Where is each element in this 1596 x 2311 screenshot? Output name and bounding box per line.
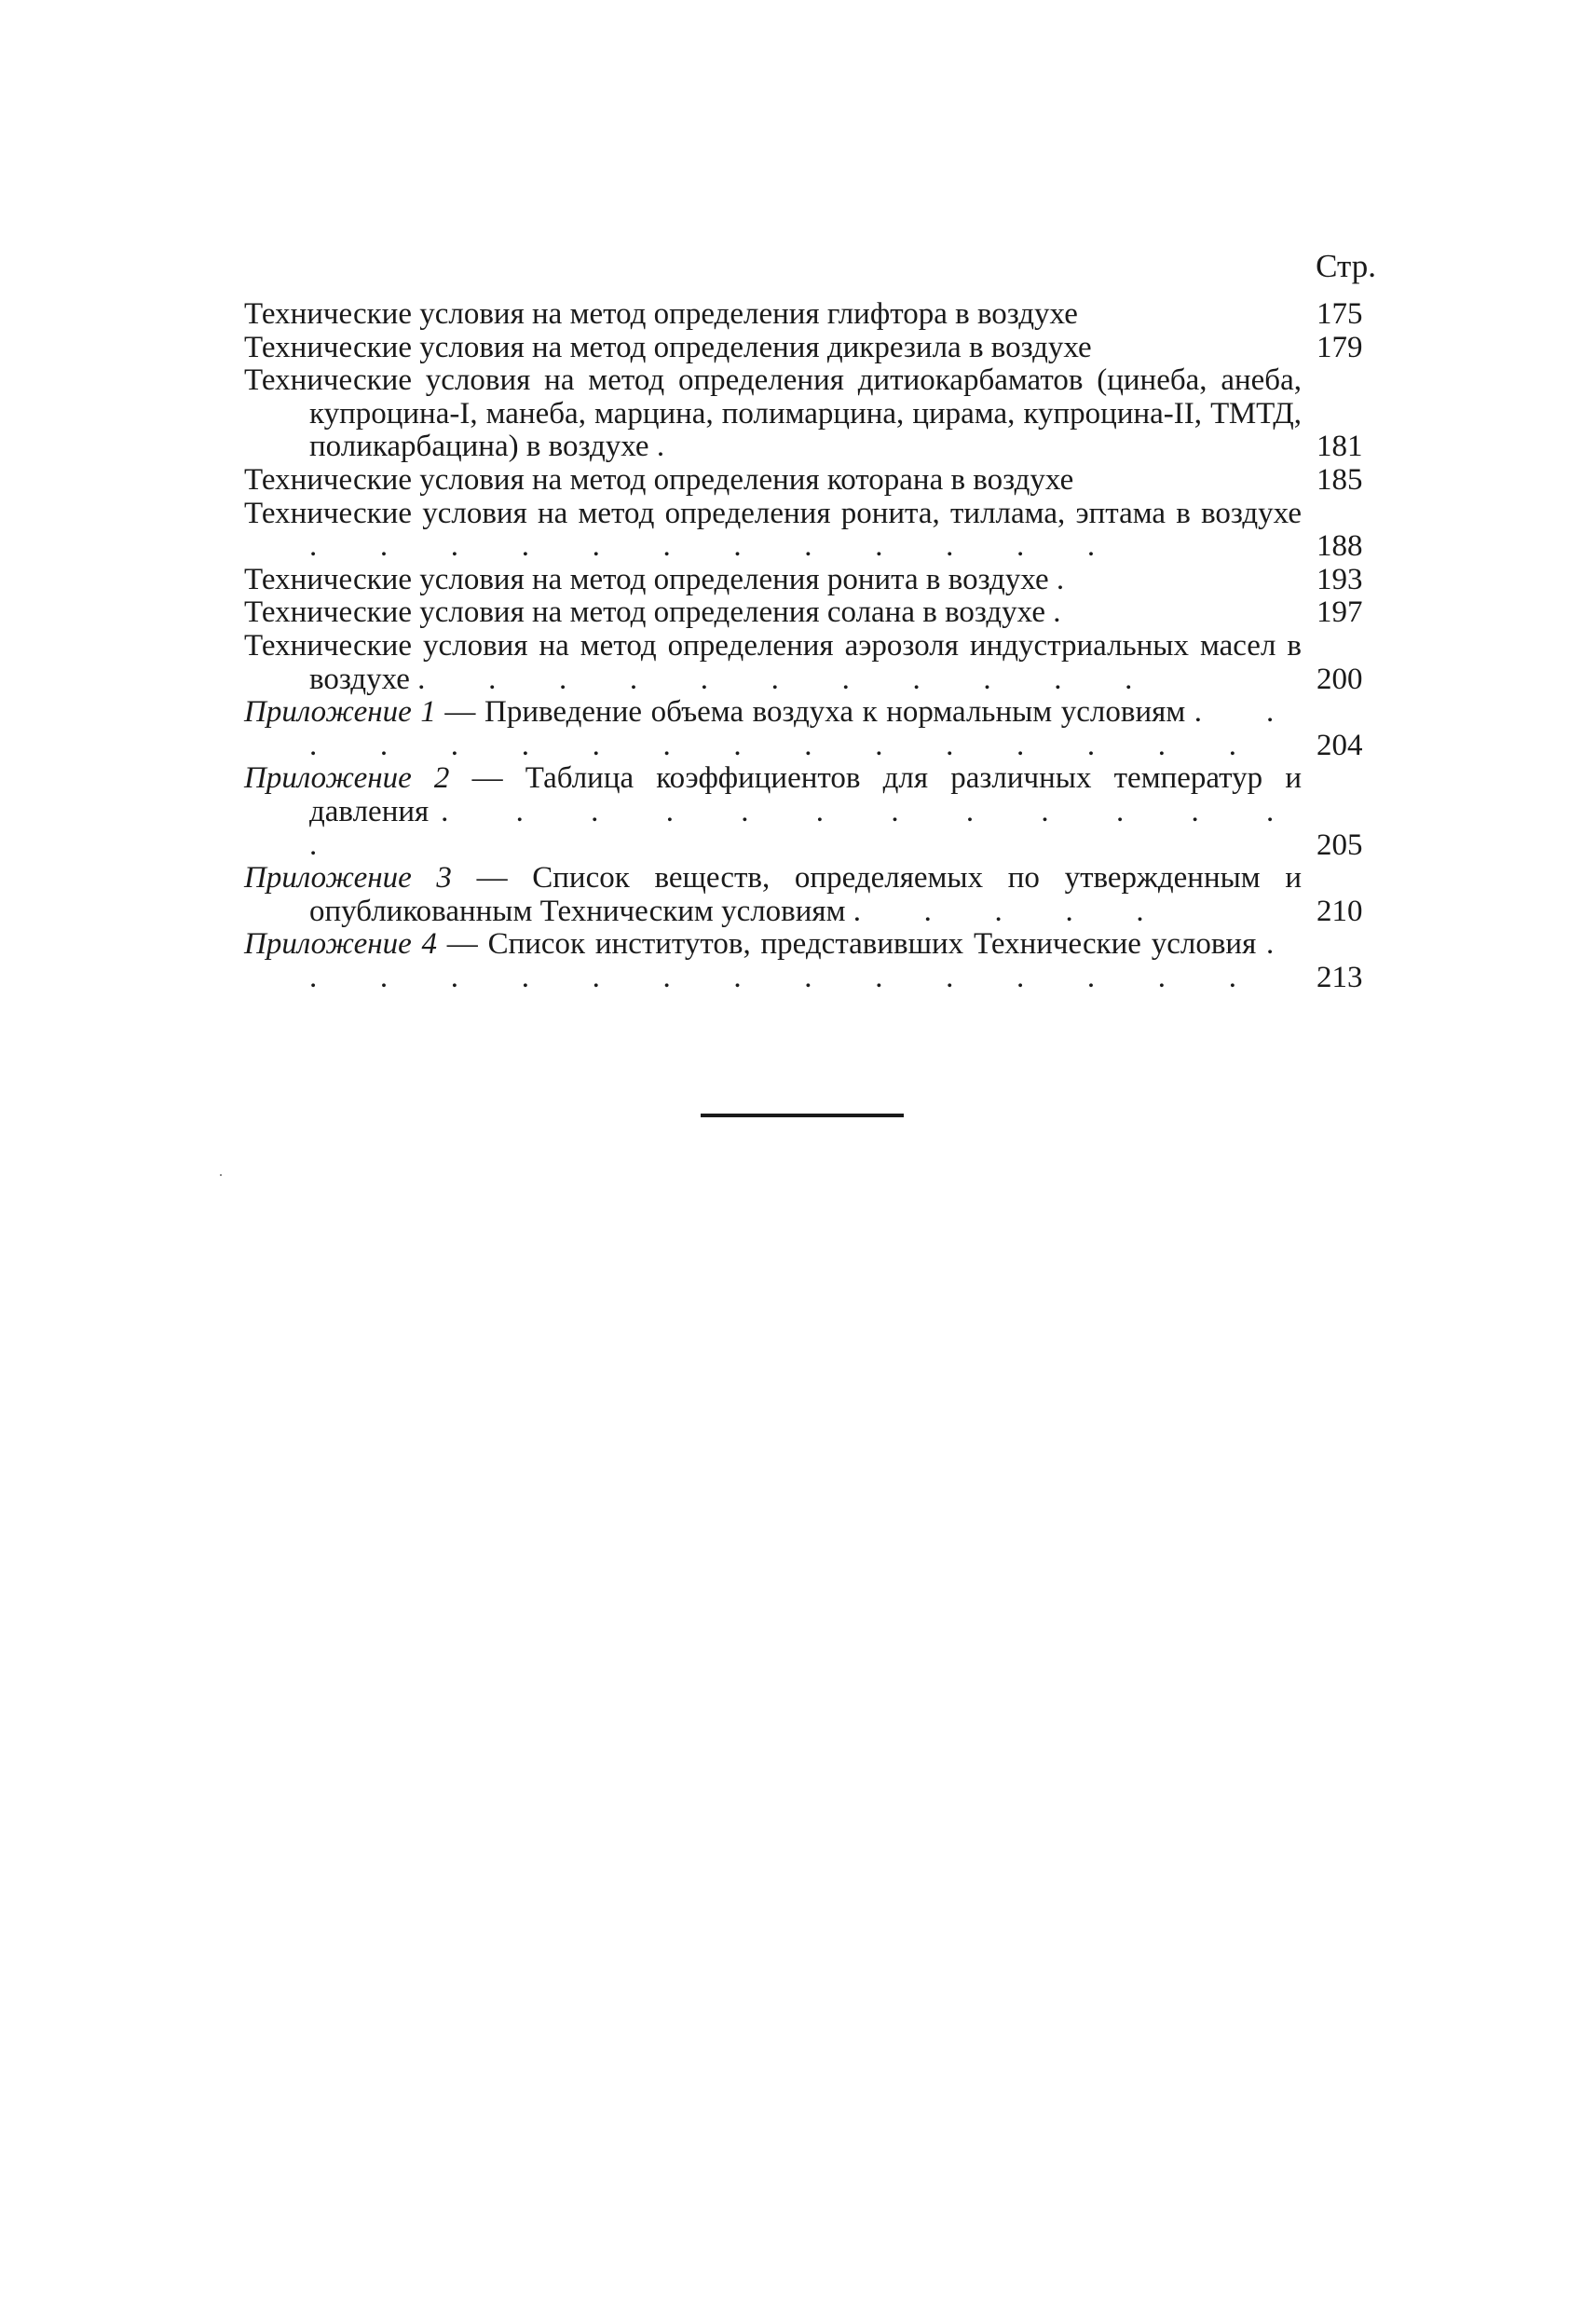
toc-entries: [244, 298, 1376, 994]
entry-page-number: 175: [1316, 297, 1363, 331]
toc-entry-appendix-4[interactable]: [244, 928, 1376, 994]
dot-leader: . . . . . . . . . . . .: [309, 529, 1123, 564]
dot-leader: . . . . . . . . . . . . . . . .: [309, 695, 1302, 762]
entry-page-number: 181: [1316, 430, 1363, 464]
toc-entry[interactable]: [244, 298, 1376, 332]
toc-entry-appendix-3[interactable]: [244, 862, 1376, 928]
entry-text: Технические условия на метод определения аэрозоля индустриальных масел в воздухе: [244, 628, 1302, 696]
entry-text: — Приведение объема воздуха к нормальным условиям: [435, 695, 1186, 730]
entry-page-number: 193: [1316, 562, 1363, 596]
separator-rule: [701, 1114, 904, 1117]
toc-entry[interactable]: [244, 464, 1376, 498]
entry-page-number: 197: [1316, 595, 1363, 630]
entry-text: Технические условия на метод определения дикрезила в воздухе: [244, 330, 1092, 364]
toc-entry-appendix-1[interactable]: [244, 696, 1376, 762]
toc-entry[interactable]: [244, 630, 1376, 696]
entry-page-number: 204: [1316, 728, 1363, 762]
appendix-label: Приложение 2: [244, 761, 450, 796]
entry-text: Технические условия на метод определения которана в воздухе: [244, 462, 1074, 497]
toc-entry[interactable]: [244, 596, 1376, 630]
dot-leader: . . . . . . . . . . .: [417, 662, 1161, 696]
entry-page-number: 185: [1316, 462, 1363, 497]
dot-leader: .: [1053, 595, 1089, 630]
toc-entry[interactable]: [244, 498, 1376, 564]
dot-leader: . . . . . . . . . . . . . . .: [309, 927, 1302, 994]
toc-entry[interactable]: [244, 564, 1376, 597]
appendix-label: Приложение 3: [244, 861, 452, 896]
toc-entry[interactable]: [244, 332, 1376, 365]
dot-leader: .: [1056, 562, 1092, 596]
entry-text: Технические условия на метод определения глифтора в воздухе: [244, 297, 1078, 331]
toc-entry[interactable]: [244, 364, 1376, 464]
entry-page-number: 213: [1316, 960, 1363, 994]
entry-page-number: 200: [1316, 662, 1363, 696]
entry-page-number: 188: [1316, 529, 1363, 564]
entry-page-number: 210: [1316, 894, 1363, 928]
entry-text: Технические условия на метод определения дитиокарбаматов (цинеба, анеба, купроцина-I, манеба, марцина, полимарцина, цирама, купроцина-II, ТМТД, поликарбацина) в воздухе: [244, 363, 1302, 464]
entry-text: Технические условия на метод определения ронита в воздухе: [244, 562, 1049, 596]
entry-text: Технические условия на метод определения ронита, тиллама, эптама в воздухе: [244, 496, 1302, 530]
page-column-label: Стр.: [1316, 248, 1376, 284]
toc-entry-appendix-2[interactable]: [244, 762, 1376, 862]
entry-text: — Список институтов, представивших Технические условия: [437, 927, 1257, 962]
entry-text: Технические условия на метод определения солана в воздухе: [244, 595, 1045, 630]
entry-page-number: 205: [1316, 827, 1363, 862]
appendix-label: Приложение 1: [244, 695, 436, 730]
entry-text: — Таблица коэффициентов для различных температур и давления: [309, 761, 1302, 828]
appendix-label: Приложение 4: [244, 927, 438, 962]
scan-speck: [220, 1174, 222, 1176]
dot-leader: .: [656, 430, 692, 464]
entry-page-number: 179: [1316, 330, 1363, 364]
dot-leader: . . . . . . . . . . . . .: [309, 794, 1302, 862]
entry-text: — Список веществ, определяемых по утвержденным и опубликованным Техническим условиям: [309, 861, 1302, 928]
dot-leader: . . . . .: [853, 894, 1172, 928]
